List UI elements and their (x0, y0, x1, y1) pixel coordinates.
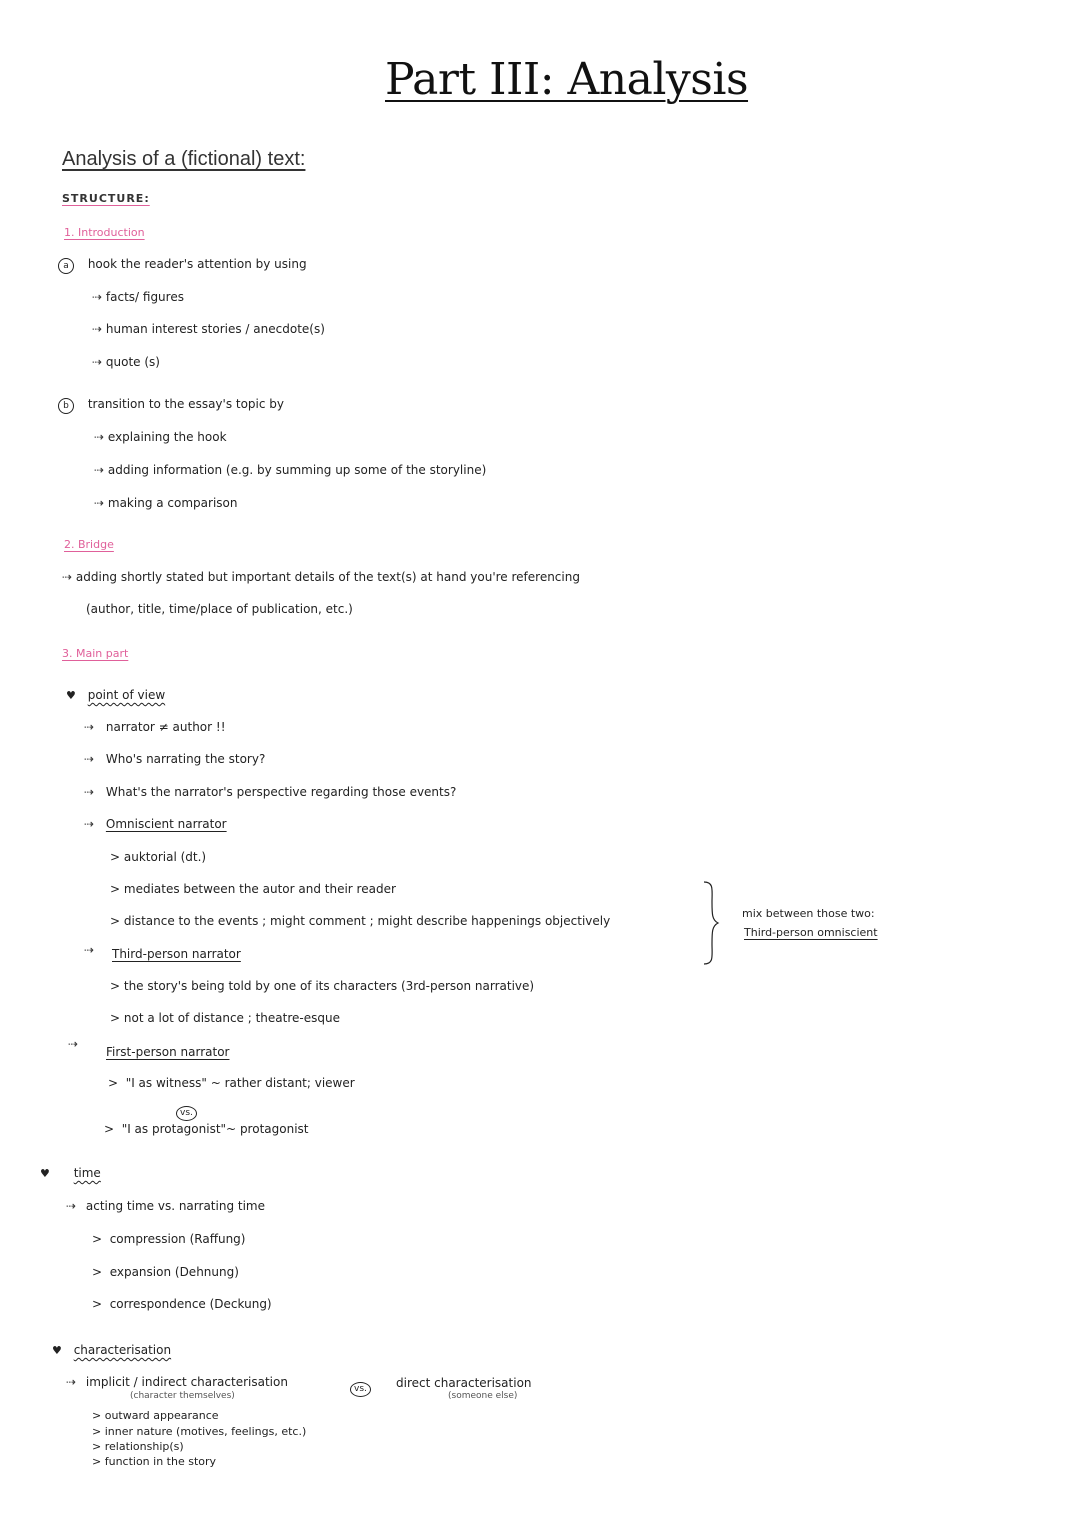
arrow-icon: ⇢ (92, 290, 103, 304)
first-person-label: First-person narrator (106, 1045, 230, 1059)
main-label: 3. Main part (62, 647, 129, 660)
characterisation-heading: characterisation (73, 1343, 172, 1357)
page-title: Part III: Analysis (385, 54, 749, 105)
list-item: ⇢ facts/ figures (92, 290, 184, 304)
intro-b-text: transition to the essay's topic by (87, 397, 285, 411)
intro-label: 1. Introduction (64, 226, 145, 239)
arrow-icon: ⇢ (94, 496, 105, 510)
arrow-icon: ⇢ (84, 785, 95, 799)
list-item: ⇢ quote (s) (92, 355, 160, 369)
marker-a: a (58, 258, 74, 274)
side-note-2: Third-person omniscient (744, 926, 878, 939)
list-item: > distance to the events ; might comment ; might describe happenings objectively (110, 914, 611, 928)
list-item: ⇢ acting time vs. narrating time (66, 1199, 265, 1213)
arrow-icon: ⇢ (92, 322, 103, 336)
list-item: > expansion (Dehnung) (92, 1265, 239, 1279)
list-item: > relationship(s) (92, 1440, 184, 1453)
heart-bullet-icon: ♥ (40, 1167, 50, 1180)
bridge-label: 2. Bridge (64, 538, 114, 551)
list-item: ⇢ narrator ≠ author !! (84, 720, 226, 734)
arrow-icon: ⇢ (92, 355, 103, 369)
arrow-icon: ⇢ (68, 1037, 79, 1051)
list-item: > compression (Raffung) (92, 1232, 246, 1246)
list-item: ⇢ implicit / indirect characterisation (66, 1375, 288, 1389)
bridge-line-2: (author, title, time/place of publication, etc.) (86, 602, 353, 616)
vs-badge: vs. (350, 1376, 371, 1397)
implicit-note: (character themselves) (130, 1391, 235, 1401)
list-item: ⇢ making a comparison (94, 496, 238, 510)
arrow-icon: ⇢ (84, 720, 95, 734)
vs-badge: vs. (176, 1100, 197, 1121)
time-heading: time (73, 1166, 101, 1180)
arrow-icon: ⇢ (66, 1199, 77, 1213)
list-item: > outward appearance (92, 1409, 219, 1422)
arrow-icon: ⇢ (66, 1375, 77, 1389)
arrow-icon: ⇢ (84, 817, 95, 831)
pov-heading: point of view (87, 688, 166, 702)
list-item (84, 817, 227, 831)
arrow-icon: ⇢ (94, 463, 105, 477)
list-item: > not a lot of distance ; theatre-esque (110, 1011, 340, 1025)
list-item: > function in the story (92, 1455, 217, 1468)
list-item: ⇢ human interest stories / anecdote(s) (92, 322, 325, 336)
bridge-line: ⇢ adding shortly stated but important details of the text(s) at hand you're referencing (62, 570, 580, 584)
intro-b-line (58, 397, 284, 414)
third-person-label: Third-person narrator (112, 947, 241, 961)
list-item (68, 1037, 78, 1051)
witness-line: > "I as witness" ~ rather distant; viewer (108, 1076, 355, 1090)
arrow-icon: ⇢ (94, 430, 105, 444)
list-item: > auktorial (dt.) (110, 850, 207, 864)
list-item: > inner nature (motives, feelings, etc.) (92, 1425, 307, 1438)
list-item: ⇢ adding information (e.g. by summing up some of the storyline) (94, 463, 487, 477)
omniscient-label: Omniscient narrator (105, 817, 227, 831)
list-item: ⇢ What's the narrator's perspective regarding those events? (84, 785, 457, 799)
list-item: > the story's being told by one of its characters (3rd-person narrative) (110, 979, 535, 993)
direct-note: (someone else) (448, 1391, 518, 1401)
pov-heading-line (66, 688, 165, 702)
arrow-icon: ⇢ (84, 752, 95, 766)
arrow-icon: ⇢ (62, 570, 73, 584)
characterisation-heading-line (52, 1343, 171, 1357)
list-item (84, 943, 94, 957)
list-item: ⇢ Who's narrating the story? (84, 752, 266, 766)
heart-bullet-icon: ♥ (52, 1344, 62, 1357)
side-note-1: mix between those two: (742, 907, 875, 920)
curly-brace-icon (700, 880, 722, 970)
heart-bullet-icon: ♥ (66, 689, 76, 702)
intro-a-text: hook the reader's attention by using (87, 257, 307, 271)
time-heading-line (40, 1166, 101, 1180)
list-item: > correspondence (Deckung) (92, 1297, 272, 1311)
structure-label: STRUCTURE: (62, 192, 150, 205)
protagonist-line: > "I as protagonist"~ protagonist (104, 1122, 309, 1136)
list-item: > mediates between the autor and their reader (110, 882, 396, 896)
arrow-icon: ⇢ (84, 943, 95, 957)
list-item: ⇢ explaining the hook (94, 430, 227, 444)
marker-b: b (58, 398, 74, 414)
section-heading: Analysis of a (fictional) text: (62, 148, 306, 170)
direct-label: direct characterisation (396, 1376, 532, 1390)
intro-a-line (58, 257, 307, 274)
